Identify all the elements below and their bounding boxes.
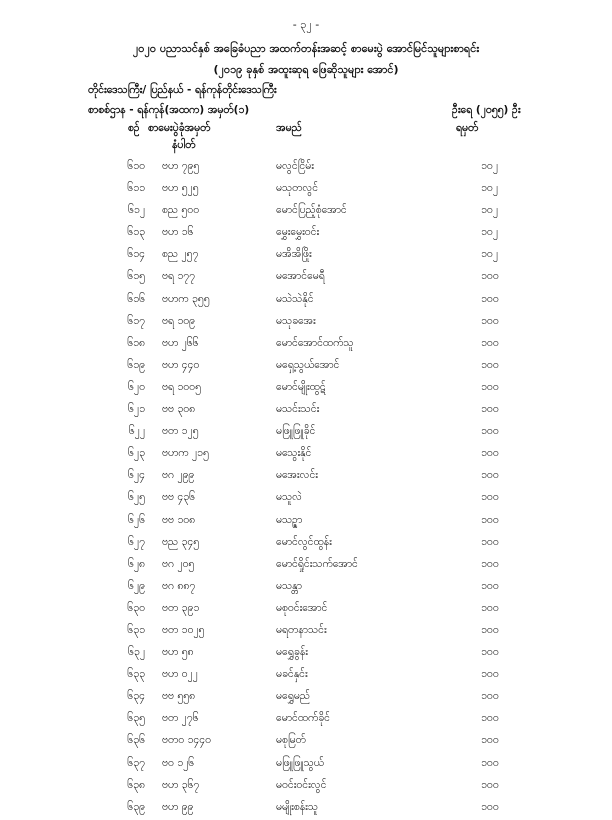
score-value: ၁၀၀ — [481, 557, 499, 570]
column-header-roll-line2: နံပါတ် — [172, 139, 196, 151]
row-number: ၆၂၇ — [128, 535, 145, 548]
candidate-name: မသန္တာ — [276, 579, 302, 592]
candidate-name: မအောင်မေရီ — [276, 270, 325, 283]
row-number: ၆၁၈ — [127, 336, 145, 349]
row-number: ၆၂၄ — [128, 469, 145, 482]
candidate-name: မသုတလွင် — [276, 182, 319, 195]
table-row — [0, 754, 612, 776]
roll-number: ဗဟ ၂၆၆ — [162, 336, 199, 349]
roll-number: ဗဂ ၂၀၅ — [162, 557, 195, 570]
candidate-name: မောင်မျိုးထွဋ် — [276, 380, 326, 393]
table-row — [0, 223, 612, 245]
table-row — [0, 466, 612, 488]
score-value: ၁၀၀ — [481, 535, 499, 548]
candidate-name: မစုမြတ် — [276, 734, 306, 747]
row-number: ၆၁၅ — [127, 270, 145, 283]
score-value: ၁၀၀ — [481, 690, 499, 703]
row-number: ၆၃၄ — [127, 690, 145, 703]
row-number: ၆၃၁ — [127, 623, 145, 636]
candidate-name: မောင်ပြည့်စုံအောင် — [276, 204, 347, 217]
roll-number: ဗဟ ၃၆၇ — [162, 778, 200, 791]
roll-number: ဗဗ ၄၃၆ — [162, 491, 196, 504]
roll-number: ဗတ ၃၉၁ — [162, 601, 200, 614]
page-number: - ၃၂ - — [292, 18, 320, 31]
document-subtitle: (၂၀၁၉ ခုနှစ် အထူးဆုရ ဖြေဆိုသူများ အောင်) — [213, 63, 399, 76]
roll-number: ဗဟ ၁၆ — [162, 226, 194, 239]
table-row — [0, 665, 612, 687]
candidate-name: မသူလဲ — [276, 491, 302, 504]
table-row — [0, 290, 612, 312]
score-value: ၁၀၀ — [481, 623, 499, 636]
pass-count-label: ဦးရေ (၂၀၅၅) ဦး — [452, 104, 521, 116]
score-value: ၁၀၂ — [481, 204, 498, 217]
candidate-name: မရွှေမည် — [276, 690, 311, 703]
column-header-roll: စာမေးပွဲခုံအမှတ် — [148, 122, 211, 134]
roll-number: ဗတ၀ ၁၄၄၀ — [162, 734, 212, 747]
table-row — [0, 378, 612, 400]
candidate-name: မောင်ရှိုင်းသက်အောင် — [276, 557, 358, 570]
score-value: ၁၀၀ — [481, 425, 499, 438]
candidate-name: မောင်အောင်ထက်သူ — [276, 336, 354, 349]
score-value: ၁၀၀ — [481, 469, 499, 482]
roll-number: စည ၂၅၇ — [162, 248, 199, 261]
score-value: ၁၀၀ — [481, 579, 499, 592]
score-value: ၁၀၀ — [481, 734, 499, 747]
score-value: ၁၀၀ — [481, 712, 499, 725]
roll-number: ဗရ ၁၇၇ — [162, 270, 196, 283]
roll-number: ဗဟ ၀၂၂ — [162, 668, 198, 681]
row-number: ၆၃၅ — [127, 712, 145, 725]
candidate-name: မသင်းသင်း — [276, 403, 320, 416]
roll-number: စည ၅၀၀ — [162, 204, 200, 217]
table-row — [0, 444, 612, 466]
candidate-name: မသွေးနိုင် — [276, 447, 312, 460]
score-value: ၁၀၀ — [481, 358, 499, 371]
column-header-name: အမည် — [276, 122, 302, 134]
table-row — [0, 643, 612, 665]
row-number: ၆၃၃ — [127, 668, 145, 681]
row-number: ၆၂၆ — [128, 513, 145, 526]
score-value: ၁၀၀ — [481, 270, 499, 283]
candidate-name: မအေးလင်း — [276, 469, 318, 482]
row-number: ၆၁၆ — [127, 292, 145, 305]
roll-number: ဗဝ ၁၂၆ — [162, 756, 195, 769]
score-value: ၁၀၀ — [481, 800, 499, 813]
row-number: ၆၁၃ — [127, 226, 145, 239]
roll-number: ဗတ ၁၂၅ — [162, 425, 199, 438]
row-number: ၆၃၈ — [127, 778, 145, 791]
table-row — [0, 687, 612, 709]
score-value: ၁၀၀ — [481, 668, 499, 681]
table-row — [0, 621, 612, 643]
roll-number: ဗတ ၂၇၆ — [162, 712, 199, 725]
roll-number: ဗဗ ၅၅၈ — [162, 690, 196, 703]
row-number: ၆၁၀ — [127, 160, 145, 172]
candidate-name: မဖြူဖြူခိုင် — [276, 425, 316, 438]
table-row — [0, 356, 612, 378]
candidate-name: မသဉ္ဇာ — [276, 513, 303, 526]
table-row — [0, 179, 612, 201]
roll-number: ဗဂ ၂၉၉ — [162, 469, 195, 482]
row-number: ၆၂၃ — [128, 447, 145, 460]
row-number: ၆၂၉ — [128, 579, 145, 592]
roll-number: ဗဗ ၃၀၈ — [162, 403, 196, 416]
score-value: ၁၀၂ — [481, 226, 498, 239]
row-number: ၆၂၈ — [127, 557, 145, 570]
score-value: ၁၀၀ — [481, 491, 499, 504]
row-number: ၆၁၄ — [127, 248, 145, 261]
table-row — [0, 577, 612, 599]
candidate-name: မဝင်းဝင်းလွင် — [276, 778, 327, 791]
score-value: ၁၀၀ — [481, 646, 499, 659]
table-row — [0, 201, 612, 223]
roll-number: ဗရ ၁၀၉ — [162, 314, 196, 327]
table-row — [0, 312, 612, 334]
roll-number: ဗဟ ၄၄၀ — [162, 358, 200, 371]
candidate-name: မခင်နှင်း — [276, 668, 308, 681]
candidate-name: မအိအိဖြိုး — [276, 248, 312, 261]
candidate-name: မောင်လွင်ထွန်း — [276, 535, 332, 548]
candidate-name: မသဲသဲနိုင် — [276, 292, 314, 305]
score-value: ၁၀၂ — [481, 182, 498, 195]
region-label: တိုင်းဒေသကြီး/ ပြည်နယ် - ရန်ကုန်တိုင်းဒေသကြီး — [88, 84, 277, 96]
score-value: ၁၀၀ — [481, 314, 499, 327]
score-value: ၁၀၀ — [481, 403, 499, 416]
table-row — [0, 555, 612, 577]
roll-number: ဗတ ၁၀၂၅ — [162, 623, 205, 636]
roll-number: ဗဟ ၇၉၅ — [162, 160, 200, 172]
row-number: ၆၃၇ — [127, 756, 145, 769]
roll-number: ဗဗ ၁၀၈ — [162, 513, 196, 526]
score-value: ၁၀၀ — [481, 336, 499, 349]
table-row — [0, 599, 612, 621]
row-number: ၆၂၂ — [128, 425, 145, 438]
roll-number: ဗဟက ၃၅၅ — [162, 292, 210, 305]
row-number: ၆၃၂ — [128, 646, 145, 659]
row-number: ၆၁၉ — [127, 358, 145, 371]
table-row — [0, 731, 612, 753]
table-row — [0, 798, 612, 820]
table-row — [0, 776, 612, 798]
row-number: ၆၁၂ — [128, 204, 145, 217]
table-row — [0, 267, 612, 289]
score-value: ၁၀၀ — [481, 513, 499, 526]
score-value: ၁၀၀ — [481, 447, 499, 460]
roll-number: ဗဂ ၈၈၇ — [162, 579, 196, 592]
table-row — [0, 400, 612, 422]
row-number: ၆၂၀ — [128, 380, 145, 393]
table-row — [0, 157, 612, 179]
row-number: ၆၂၅ — [128, 491, 145, 504]
candidate-name: မသုခအေး — [276, 314, 316, 327]
score-value: ၁၀၂ — [481, 248, 498, 261]
roll-number: ဗဟ ၅၈ — [162, 646, 194, 659]
score-value: ၁၀၀ — [481, 380, 499, 393]
column-header-no: စဉ် — [128, 122, 140, 134]
roll-number: ဗဟ ၅၂၅ — [162, 182, 199, 195]
score-value: ၁၀၀ — [481, 778, 499, 791]
candidate-name: မောင်ထက်ခိုင် — [276, 712, 330, 725]
score-value: ၁၀၂ — [481, 160, 498, 172]
table-row — [0, 334, 612, 356]
table-row — [0, 533, 612, 555]
row-number: ၆၃၆ — [127, 734, 145, 747]
candidate-name: မမျိုးစန်းသူ — [276, 800, 318, 813]
score-value: ၁၀၀ — [481, 756, 499, 769]
roll-number: ဗည ၃၄၅ — [162, 535, 200, 548]
roll-number: ဗဟက ၂၁၅ — [162, 447, 209, 460]
roll-number: ဗဟ ၉၉ — [162, 800, 194, 813]
row-number: ၆၂၁ — [128, 403, 145, 416]
column-header-score: ရမှတ် — [456, 122, 479, 134]
table-row — [0, 488, 612, 510]
table-row — [0, 245, 612, 267]
exam-center-label: စာစစ်ဌာန - ရန်ကုန်(အထက) အမှတ်(၁) — [88, 104, 250, 116]
table-row — [0, 709, 612, 731]
candidate-name: မစုဝင်းအောင် — [276, 601, 328, 614]
candidate-name: မရွှေခွန်း — [276, 646, 308, 659]
candidate-name: မရတနာသင်း — [276, 623, 327, 636]
candidate-name: မလွင်ငြိမ်း — [276, 160, 314, 172]
document-title: ၂၀၂၀ ပညာသင်နှစ် အခြေခံပညာ အထက်တန်းအဆင့် စာမေးပွဲ အောင်မြင်သူများစာရင်း — [132, 42, 480, 55]
table-row — [0, 511, 612, 533]
row-number: ၆၁၁ — [127, 182, 145, 195]
row-number: ၆၁၇ — [127, 314, 145, 327]
score-value: ၁၀၀ — [481, 601, 499, 614]
results-table — [0, 157, 612, 820]
candidate-name: မရှေ့သွယ်အောင် — [276, 358, 340, 371]
score-value: ၁၀၀ — [481, 292, 499, 305]
row-number: ၆၃၀ — [127, 601, 145, 614]
row-number: ၆၃၉ — [127, 800, 145, 813]
roll-number: ဗရ ၁၀၀၅ — [162, 380, 201, 393]
table-row — [0, 422, 612, 444]
candidate-name: မွှေးမွှေးဝင်း — [276, 226, 320, 239]
candidate-name: မဖြူဖြူသွယ် — [276, 756, 324, 769]
